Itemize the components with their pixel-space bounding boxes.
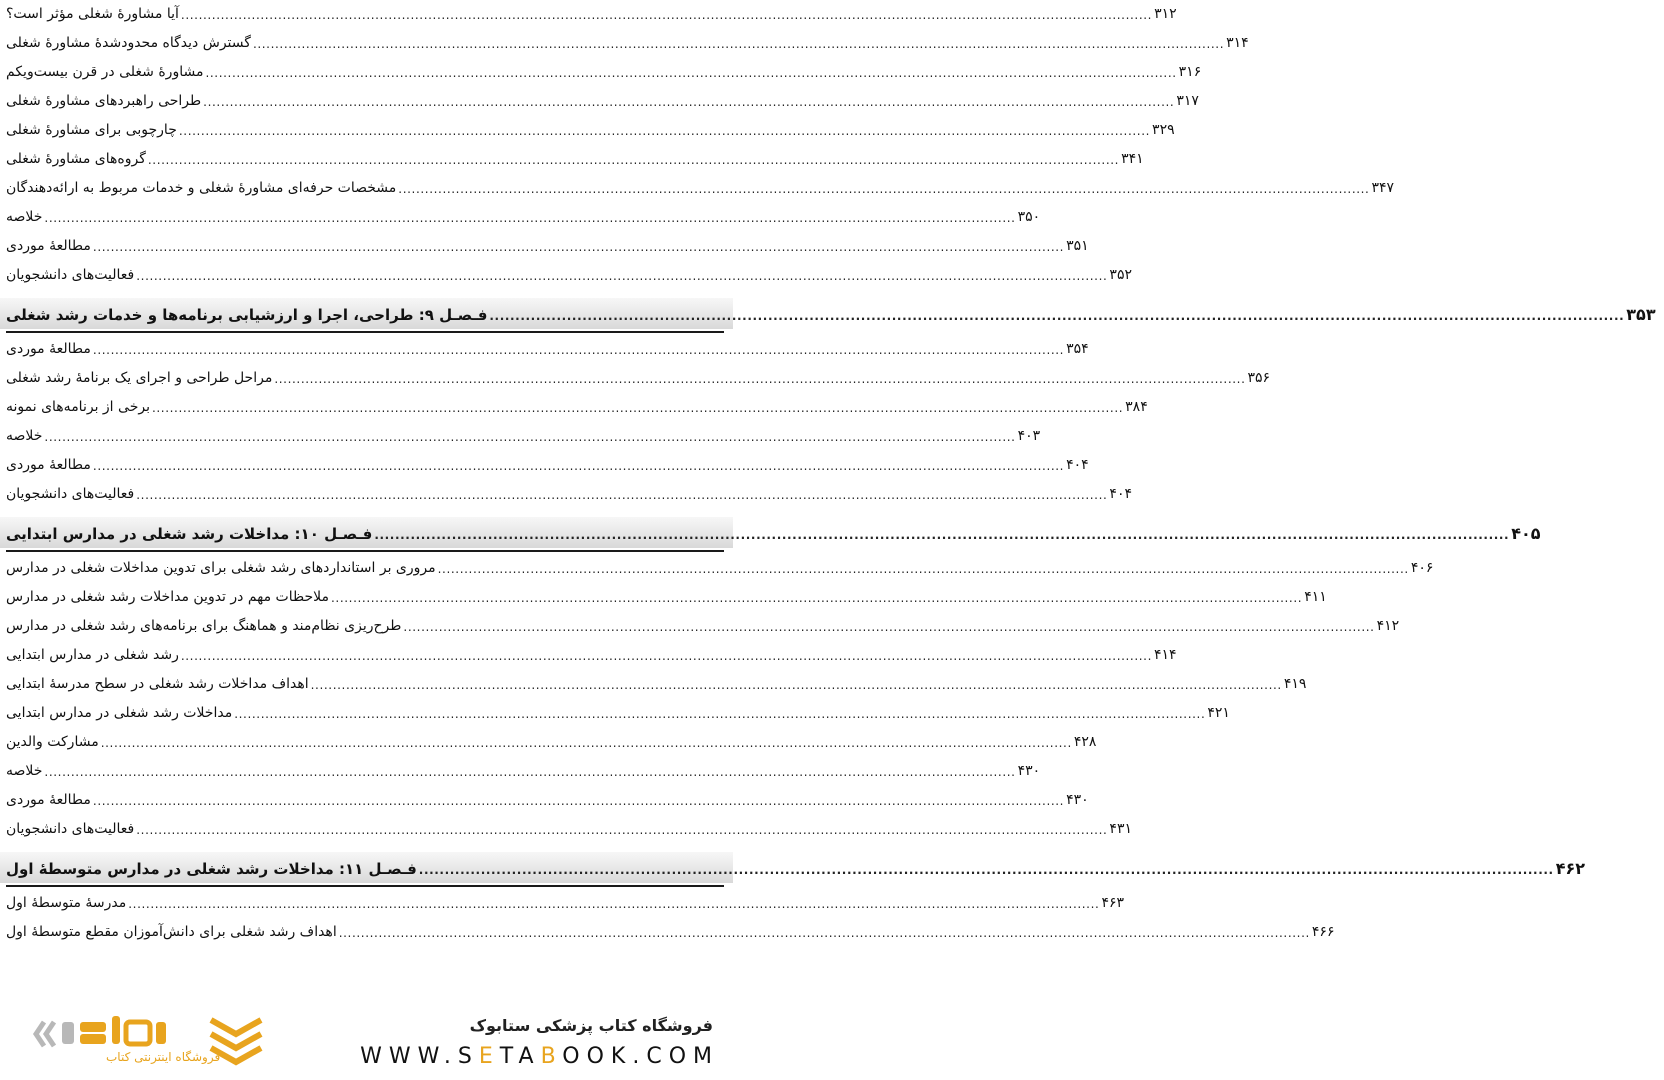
toc-title: مشارکت والدین <box>6 734 99 750</box>
toc-entry[interactable] <box>6 699 1230 727</box>
toc-title: فعالیت‌های دانشجویان <box>6 267 135 283</box>
toc-chapter-heading[interactable] <box>6 515 1541 548</box>
toc-page-number: ۳۵۶ <box>1247 370 1271 386</box>
leader-dots: ............................................................................................................................................................................................................................ <box>252 37 1225 51</box>
leader-dots: ............................................................................................................................................................................................................................ <box>151 401 1124 415</box>
toc-entry[interactable] <box>6 641 1177 669</box>
toc-entry[interactable] <box>6 583 1327 611</box>
leader-dots: ............................................................................................................................................................................................................................ <box>44 211 1016 225</box>
toc-title: طراحی راهبردهای مشاورهٔ شغلی <box>6 93 202 109</box>
chapter-rule <box>6 885 724 887</box>
toc-page-number: ۳۴۷ <box>1371 180 1395 196</box>
toc-page-number: ۳۴۱ <box>1121 151 1144 167</box>
toc-page-number: ۴۱۴ <box>1154 647 1177 663</box>
toc-title: آیا مشاورهٔ شغلی مؤثر است؟ <box>6 6 179 22</box>
toc-page-number: ۴۰۶ <box>1410 560 1434 576</box>
toc-entry[interactable] <box>6 145 1144 173</box>
leader-dots: ............................................................................................................................................................................................................................ <box>100 736 1072 750</box>
toc-entry[interactable] <box>6 480 1132 508</box>
url-accent: B <box>540 1044 563 1069</box>
toc-entry[interactable] <box>6 757 1041 785</box>
toc-page-number: ۴۱۱ <box>1304 589 1327 605</box>
toc-entry[interactable] <box>6 815 1132 843</box>
toc-title: چارچوبی برای مشاورهٔ شغلی <box>6 122 177 138</box>
leader-dots: ............................................................................................................................................................................................................................ <box>418 863 1554 877</box>
store-name: فروشگاه کتاب پزشکی ستابوک <box>469 1016 713 1035</box>
toc-title: رشد شغلی در مدارس ابتدایی <box>6 647 179 663</box>
toc-entry[interactable] <box>6 670 1307 698</box>
toc-title: خلاصه <box>6 209 43 225</box>
leader-dots: ............................................................................................................................................................................................................................ <box>234 707 1206 721</box>
toc-entry[interactable] <box>6 87 1199 115</box>
toc-title: برخی از برنامه‌های نمونه <box>6 399 150 415</box>
store-url[interactable] <box>360 1044 719 1069</box>
leader-dots: ............................................................................................................................................................................................................................ <box>489 309 1625 323</box>
toc-entry[interactable] <box>6 918 1335 946</box>
leader-dots: ............................................................................................................................................................................................................................ <box>398 182 1370 196</box>
toc-page-number: ۴۳۰ <box>1017 763 1041 779</box>
toc-page-number: ۳۱۲ <box>1154 6 1177 22</box>
toc-page-number: ۴۶۶ <box>1311 924 1335 940</box>
toc-title: طرح‌ریزی نظام‌مند و هماهنگ برای برنامه‌های رشد شغلی در مدارس <box>6 618 402 634</box>
toc-chapter-heading[interactable] <box>6 296 1656 329</box>
toc-page-number: ۴۲۱ <box>1207 705 1230 721</box>
toc-page-number: ۴۶۳ <box>1101 895 1124 911</box>
toc-title: مطالعهٔ موردی <box>6 341 91 357</box>
toc-page-number: ۳۵۴ <box>1066 341 1089 357</box>
toc-title: گسترش دیدگاه محدودشدهٔ مشاورهٔ شغلی <box>6 35 251 51</box>
toc-entry[interactable] <box>6 612 1400 640</box>
leader-dots: ............................................................................................................................................................................................................................ <box>44 430 1016 444</box>
toc-entry[interactable] <box>6 174 1395 202</box>
url-part: TA <box>499 1044 541 1069</box>
leader-dots: ............................................................................................................................................................................................................................ <box>147 153 1120 167</box>
toc-chapter-heading[interactable] <box>6 850 1585 883</box>
toc-entry[interactable] <box>6 393 1148 421</box>
toc-entry[interactable] <box>6 728 1097 756</box>
toc-title: مطالعهٔ موردی <box>6 792 91 808</box>
toc-entry[interactable] <box>6 232 1089 260</box>
toc-page-number: ۴۰۴ <box>1109 486 1132 502</box>
toc-entry[interactable] <box>6 786 1089 814</box>
leader-dots: ............................................................................................................................................................................................................................ <box>92 459 1065 473</box>
leader-dots: ............................................................................................................................................................................................................................ <box>437 562 1409 576</box>
logo-caption: فروشگاه اینترنتی کتاب <box>106 1050 221 1064</box>
toc-page-number: ۳۵۱ <box>1066 238 1089 254</box>
toc-page-number: ۴۲۸ <box>1073 734 1097 750</box>
toc-title: مداخلات رشد شغلی در مدارس ابتدایی <box>6 705 233 721</box>
toc-page-number: ۳۵۳ <box>1626 305 1656 324</box>
toc-page-number: ۳۱۴ <box>1226 35 1249 51</box>
toc-title: خلاصه <box>6 763 43 779</box>
leader-dots: ............................................................................................................................................................................................................................ <box>178 124 1151 138</box>
toc-entry[interactable] <box>6 0 1177 28</box>
toc-entry[interactable] <box>6 335 1089 363</box>
toc-page-number: ۴۰۳ <box>1017 428 1041 444</box>
toc-page-number: ۳۵۲ <box>1109 267 1132 283</box>
toc-title: فـصـل ۱۰: مداخلات رشد شغلی در مدارس ابتدایی <box>6 525 373 543</box>
leader-dots: ............................................................................................................................................................................................................................ <box>274 372 1246 386</box>
toc-title: مشاورهٔ شغلی در قرن بیست‌ویکم <box>6 64 204 80</box>
toc-title: خلاصه <box>6 428 43 444</box>
store-logo[interactable] <box>36 1014 286 1072</box>
toc-title: مطالعهٔ موردی <box>6 238 91 254</box>
leader-dots: ............................................................................................................................................................................................................................ <box>331 591 1303 605</box>
leader-dots: ............................................................................................................................................................................................................................ <box>203 95 1175 109</box>
toc-page-number: ۳۵۰ <box>1017 209 1041 225</box>
url-accent: E <box>478 1044 500 1069</box>
toc-page-number: ۳۱۷ <box>1176 93 1199 109</box>
toc-entry[interactable] <box>6 889 1124 917</box>
toc-page-number: ۳۸۴ <box>1125 399 1148 415</box>
leader-dots: ............................................................................................................................................................................................................................ <box>92 794 1065 808</box>
toc-page-number: ۴۱۲ <box>1376 618 1400 634</box>
chapter-rule <box>6 331 724 333</box>
leader-dots: ............................................................................................................................................................................................................................ <box>136 269 1108 283</box>
toc-entry[interactable] <box>6 203 1041 231</box>
toc-page-number: ۳۲۹ <box>1152 122 1175 138</box>
toc-page-number: ۴۰۵ <box>1511 524 1541 543</box>
url-part: OOK.COM <box>562 1044 719 1069</box>
toc-entry[interactable] <box>6 29 1249 57</box>
toc-entry[interactable] <box>6 261 1132 289</box>
toc-page-number: ۴۰۴ <box>1066 457 1089 473</box>
leader-dots: ............................................................................................................................................................................................................................ <box>180 8 1153 22</box>
toc-title: مروری بر استانداردهای رشد شغلی برای تدوین مداخلات شغلی در مدارس <box>6 560 436 576</box>
toc-title: فـصـل ۹: طراحی، اجرا و ارزشیابی برنامه‌ها و خدمات رشد شغلی <box>6 306 488 324</box>
toc-title: ملاحظات مهم در تدوین مداخلات رشد شغلی در مدارس <box>6 589 329 605</box>
toc-page-number: ۴۳۱ <box>1109 821 1132 837</box>
leader-dots: ............................................................................................................................................................................................................................ <box>403 620 1375 634</box>
toc-title: مشخصات حرفه‌ای مشاورهٔ شغلی و خدمات مربوط به ارائه‌دهندگان <box>6 180 397 196</box>
leader-dots: ............................................................................................................................................................................................................................ <box>136 823 1108 837</box>
leader-dots: ............................................................................................................................................................................................................................ <box>205 66 1177 80</box>
leader-dots: ............................................................................................................................................................................................................................ <box>92 343 1065 357</box>
url-part: WWW.S <box>360 1044 479 1069</box>
toc-entry[interactable] <box>6 116 1175 144</box>
leader-dots: ............................................................................................................................................................................................................................ <box>92 240 1065 254</box>
leader-dots: ............................................................................................................................................................................................................................ <box>128 897 1100 911</box>
leader-dots: ............................................................................................................................................................................................................................ <box>136 488 1108 502</box>
toc-entry[interactable] <box>6 364 1271 392</box>
toc-title: مدرسهٔ متوسطهٔ اول <box>6 895 127 911</box>
leader-dots: ............................................................................................................................................................................................................................ <box>180 649 1153 663</box>
toc-page-number: ۳۱۶ <box>1178 64 1202 80</box>
toc-title: اهداف مداخلات رشد شغلی در سطح مدرسهٔ ابتدایی <box>6 676 309 692</box>
toc-title: گروه‌های مشاورهٔ شغلی <box>6 151 146 167</box>
toc-title: فعالیت‌های دانشجویان <box>6 486 135 502</box>
toc-page-number: ۴۳۰ <box>1066 792 1089 808</box>
toc-entry[interactable] <box>6 554 1434 582</box>
toc-entry[interactable] <box>6 58 1202 86</box>
toc-title: مطالعهٔ موردی <box>6 457 91 473</box>
toc-page-number: ۴۱۹ <box>1283 676 1307 692</box>
toc-title: مراحل طراحی و اجرای یک برنامهٔ رشد شغلی <box>6 370 273 386</box>
toc-entry[interactable] <box>6 451 1089 479</box>
leader-dots: ............................................................................................................................................................................................................................ <box>44 765 1016 779</box>
toc-title: فـصـل ۱۱: مداخلات رشد شغلی در مدارس متوسطهٔ اول <box>6 860 417 878</box>
toc-entry[interactable] <box>6 422 1041 450</box>
chapter-rule <box>6 550 724 552</box>
leader-dots: ............................................................................................................................................................................................................................ <box>338 926 1310 940</box>
leader-dots: ............................................................................................................................................................................................................................ <box>374 528 1510 542</box>
toc-page-number: ۴۶۲ <box>1555 859 1585 878</box>
toc-title: فعالیت‌های دانشجویان <box>6 821 135 837</box>
toc-title: اهداف رشد شغلی برای دانش‌آموزان مقطع متوسطهٔ اول <box>6 924 337 940</box>
store-banner <box>0 1000 733 1080</box>
leader-dots: ............................................................................................................................................................................................................................ <box>310 678 1282 692</box>
